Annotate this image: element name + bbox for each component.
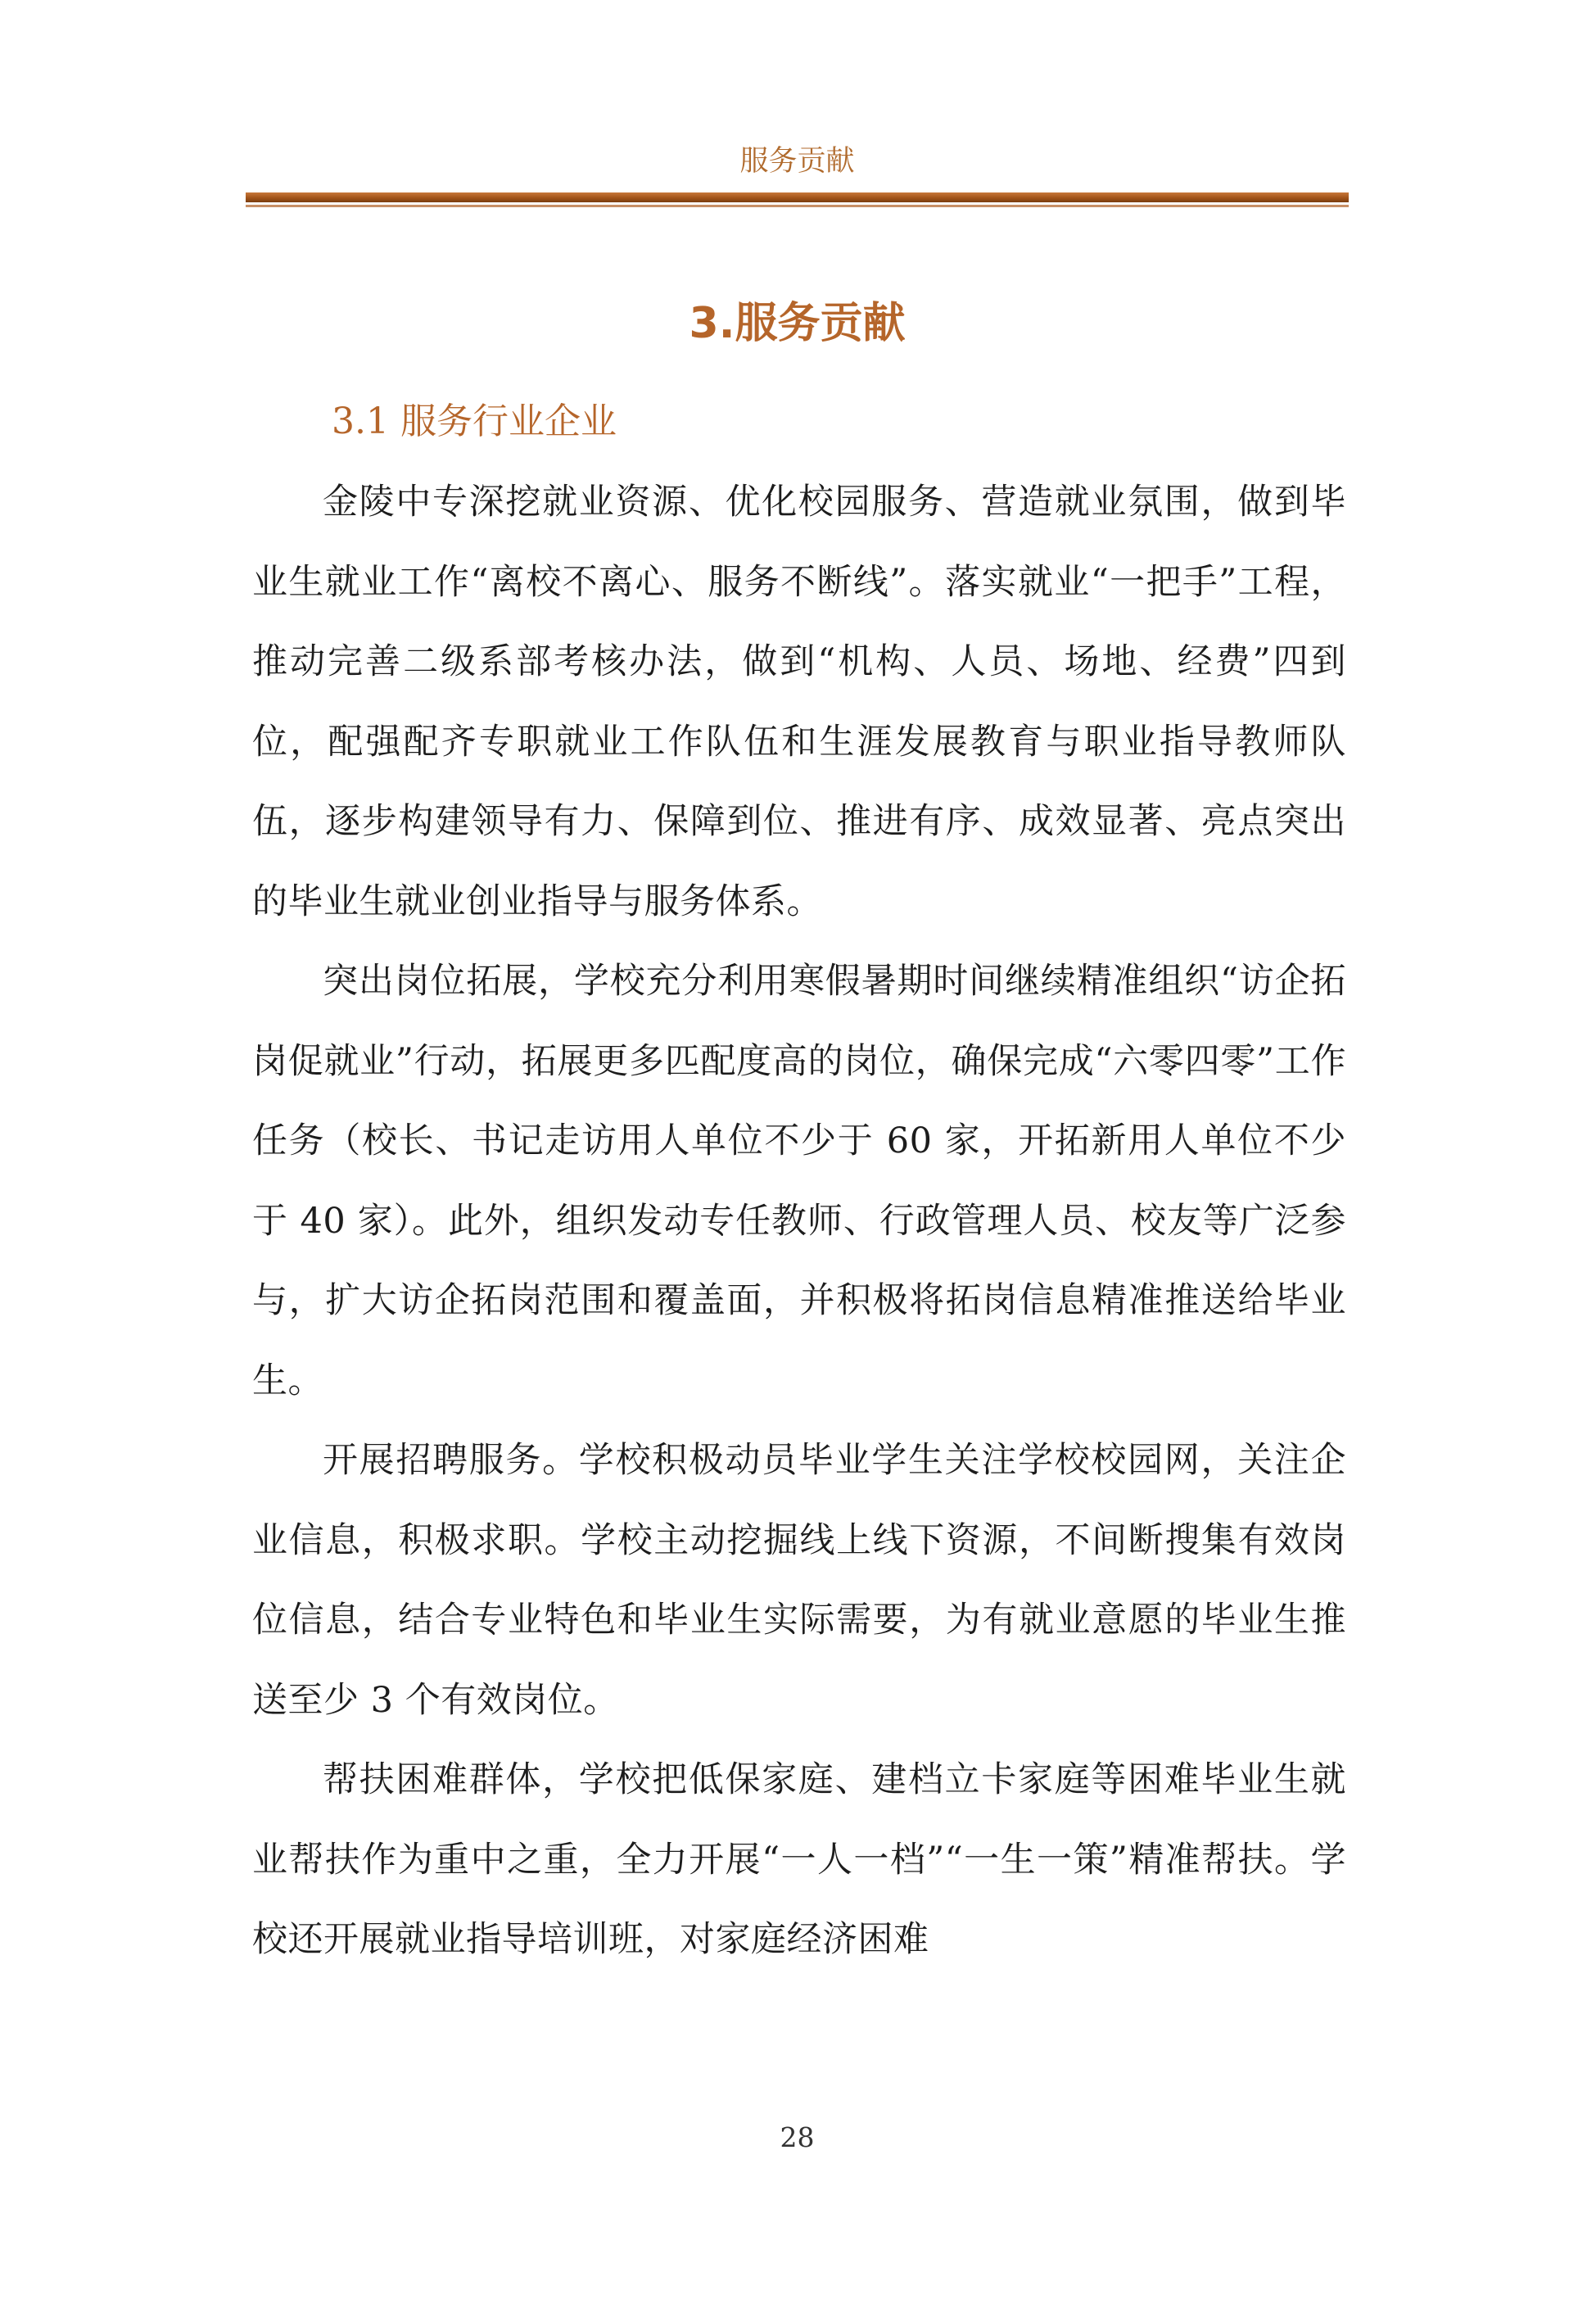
paragraph: 帮扶困难群体，学校把低保家庭、建档立卡家庭等困难毕业生就业帮扶作为重中之重，全力开展“一人一档”“一生一策”精准帮扶。学校还开展就业指导培训班，对家庭经济困难 — [252, 1759, 1346, 1960]
header-rule-shadow — [246, 205, 1349, 207]
paragraph: 突出岗位拓展，学校充分利用寒假暑期时间继续精准组织“访企拓岗促就业”行动，拓展更多匹配度高的岗位，确保完成“六零四零”工作任务（校长、书记走访用人单位不少于 60 家，开拓新用人单位不少于 40 家）。此外，组织发动专任教师、行政管理人员、校友等广泛参与，扩大访企拓岗范围和覆盖面，并积极将拓岗信息精准推送给毕业生。 — [252, 961, 1346, 1401]
section-title: 3.服务贡献 — [689, 299, 906, 348]
running-header: 服务贡献 — [739, 145, 855, 178]
subsection-title: 3.1 服务行业企业 — [332, 401, 617, 442]
body-text — [252, 463, 1346, 1980]
header-rule — [246, 192, 1349, 202]
paragraph: 金陵中专深挖就业资源、优化校园服务、营造就业氛围，做到毕业生就业工作“离校不离心、服务不断线”。落实就业“一把手”工程，推动完善二级系部考核办法，做到“机构、人员、场地、经费”四到位，配强配齐专职就业工作队伍和生涯发展教育与职业指导教师队伍，逐步构建领导有力、保障到位、推进有序、成效显著、亮点突出的毕业生就业创业指导与服务体系。 — [252, 482, 1346, 922]
page-number: 28 — [780, 2121, 815, 2153]
paragraph: 开展招聘服务。学校积极动员毕业学生关注学校校园网，关注企业信息，积极求职。学校主动挖掘线上线下资源，不间断搜集有效岗位信息，结合专业特色和毕业生实际需要，为有就业意愿的毕业生推送至少 3 个有效岗位。 — [252, 1440, 1346, 1721]
